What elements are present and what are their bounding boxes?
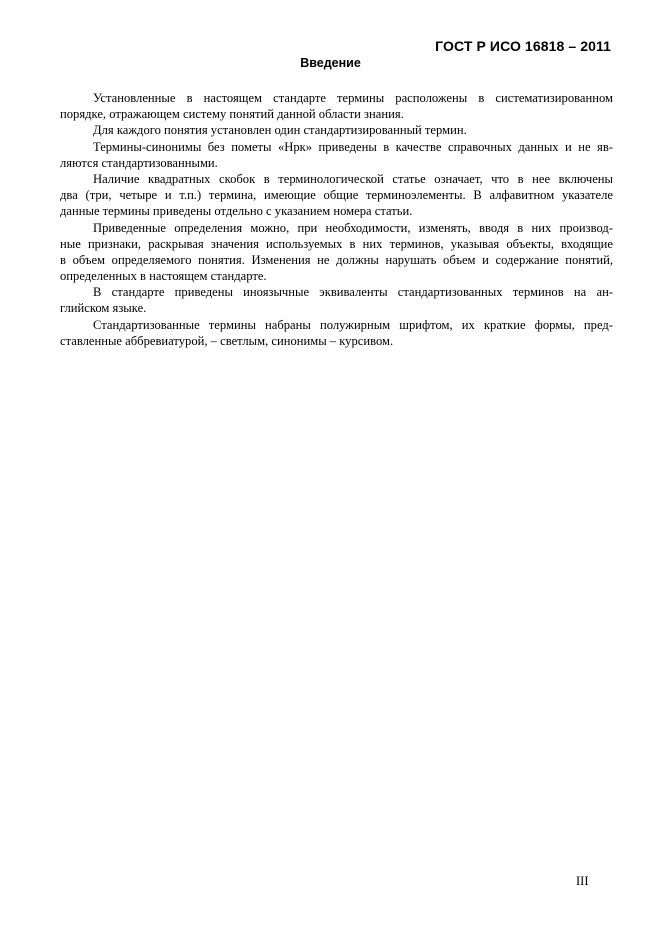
- paragraph-line: ставленные аббревиатурой, – светлым, синонимы – курсивом.: [60, 333, 394, 348]
- introduction-body: [60, 90, 613, 349]
- paragraph-line: ные признаки, раскрывая значения используемых в них терминов, указывая объекты, входящие: [60, 236, 613, 251]
- paragraph-4: [60, 171, 613, 220]
- paragraph-7: [60, 317, 613, 349]
- paragraph-line: глийском языке.: [60, 301, 147, 316]
- paragraph-line: определенных в настоящем стандарте.: [60, 269, 267, 284]
- paragraph-line: два (три, четыре и т.п.) термина, имеющие общие терминоэлементы. В алфавитном указателе: [60, 188, 613, 203]
- paragraph-line: Для каждого понятия установлен один стандартизированный термин.: [93, 123, 467, 138]
- paragraph-line: в объем определяемого понятия. Изменения не должны нарушать объем и содержание понятий,: [60, 252, 613, 267]
- paragraph-line: Приведенные определения можно, при необходимости, изменять, вводя в них производ-: [93, 220, 613, 235]
- paragraph-line: порядке, отражающем систему понятий данной области знания.: [60, 107, 404, 122]
- paragraph-1: [60, 90, 613, 122]
- paragraph-line: Стандартизованные термины набраны полужирным шрифтом, их краткие формы, пред-: [93, 317, 613, 332]
- paragraph-3: [60, 139, 613, 171]
- standard-code-header: ГОСТ Р ИСО 16818 – 2011: [435, 38, 611, 54]
- paragraph-line: Термины-синонимы без пометы «Нрк» приведены в качестве справочных данных и не яв-: [93, 139, 613, 154]
- paragraph-line: В стандарте приведены иноязычные эквиваленты стандартизованных терминов на ан-: [93, 285, 613, 300]
- paragraph-line: Наличие квадратных скобок в терминологической статье означает, что в нее включены: [93, 171, 613, 186]
- section-title: Введение: [300, 56, 361, 70]
- paragraph-line: Установленные в настоящем стандарте термины расположены в систематизированном: [93, 91, 613, 105]
- page-number: III: [576, 874, 589, 888]
- paragraph-5: [60, 220, 613, 285]
- paragraph-2: [60, 122, 613, 138]
- paragraph-line: данные термины приведены отдельно с указанием номера статьи.: [60, 204, 413, 219]
- paragraph-6: [60, 284, 613, 316]
- paragraph-line: ляются стандартизованными.: [60, 155, 218, 170]
